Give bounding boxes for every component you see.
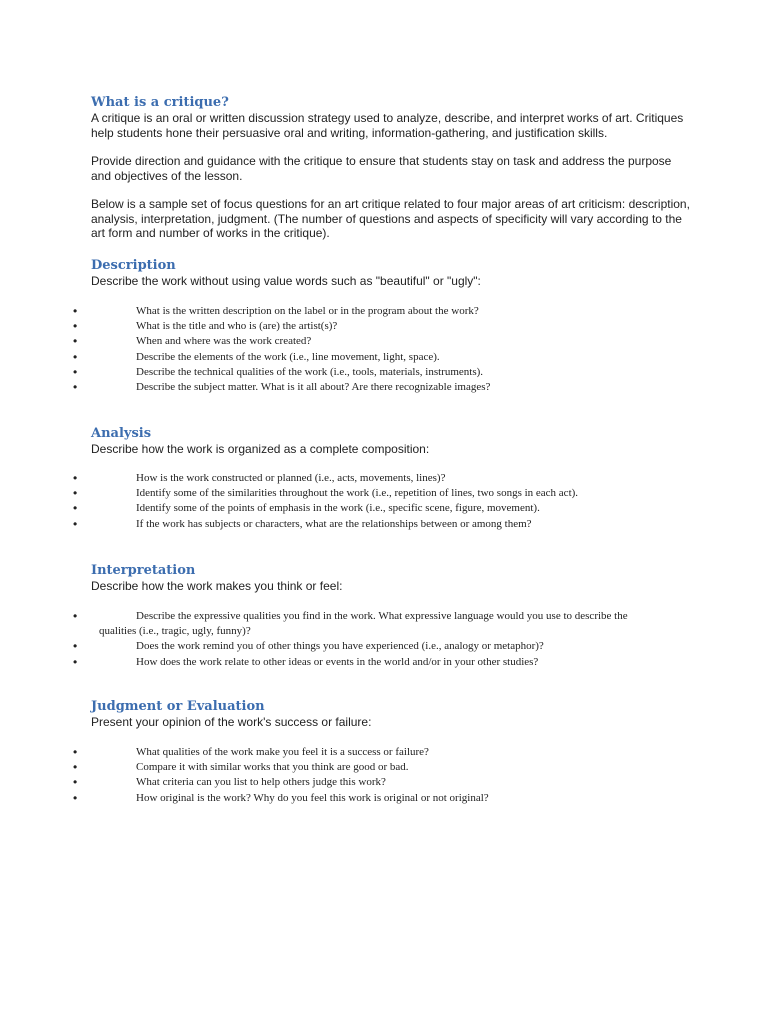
intro-title: What is a critique? xyxy=(91,95,229,110)
list-item: • What is the written description on the label or in the program about the work? xyxy=(73,304,479,318)
list-item: • How does the work relate to other ideas or events in the world and/or in your other studies? xyxy=(73,654,539,669)
description-section xyxy=(91,257,691,289)
list-item: • How original is the work? Why do you feel this work is original or not original? xyxy=(73,790,489,805)
list-item: • What is the title and who is (are) the artist(s)? xyxy=(73,319,338,334)
intro-block xyxy=(91,94,691,140)
judgment-section xyxy=(91,698,691,730)
bullet-icon: • xyxy=(73,639,78,654)
section-lead-description: Describe the work without using value words such as "beautiful" or "ugly": xyxy=(91,274,481,288)
bullet-icon: • xyxy=(73,486,78,501)
list-item: • Compare it with similar works that you think are good or bad. xyxy=(73,760,409,775)
bullet-icon: • xyxy=(73,775,78,790)
description-question-list xyxy=(0,304,690,395)
section-heading-description: Description xyxy=(91,258,176,273)
judgment-question-list xyxy=(0,745,690,806)
section-lead-judgment: Present your opinion of the work's success or failure: xyxy=(91,715,372,729)
list-item: • What qualities of the work make you feel it is a success or failure? xyxy=(73,745,429,759)
bullet-icon: • xyxy=(73,319,78,334)
intro-paragraph-1: A critique is an oral or written discussion strategy used to analyze, describe, and interpret works of art. Critiques help students hone their persuasive oral and writing, information-gathering, and justification skills. xyxy=(91,111,684,140)
list-item: • Identify some of the similarities throughout the work (i.e., repetition of lines, two songs in each act). xyxy=(73,486,579,501)
list-item: • When and where was the work created? xyxy=(73,334,312,349)
list-item: • Describe the elements of the work (i.e., line movement, light, space). xyxy=(73,349,440,364)
bullet-icon: • xyxy=(73,516,78,531)
bullet-icon: • xyxy=(73,609,78,623)
section-heading-analysis: Analysis xyxy=(91,426,152,441)
interpretation-section xyxy=(91,562,691,594)
analysis-section xyxy=(91,425,691,457)
intro-paragraph-2: Provide direction and guidance with the critique to ensure that students stay on task and address the purpose and objectives of the lesson. xyxy=(91,154,672,183)
list-item: • Does the work remind you of other things you have experienced (i.e., analogy or metaphor)? xyxy=(73,639,544,654)
analysis-question-list xyxy=(0,471,690,532)
section-lead-interpretation: Describe how the work makes you think or feel: xyxy=(91,579,343,593)
intro-paragraph-2-block xyxy=(91,154,691,183)
section-heading-judgment: Judgment or Evaluation xyxy=(91,699,265,714)
list-item: • What criteria can you list to help others judge this work? xyxy=(73,775,386,790)
list-item: • If the work has subjects or characters, what are the relationships between or among them? xyxy=(73,516,532,531)
bullet-icon: • xyxy=(73,334,78,349)
bullet-icon: • xyxy=(73,380,78,395)
interpretation-question-list xyxy=(0,609,690,670)
list-item: • Describe the expressive qualities you find in the work. What expressive language would you use to describe the qualities (i.e., tragic, ugly, funny)? xyxy=(0,609,690,639)
bullet-icon: • xyxy=(73,790,78,805)
list-item-continuation: qualities (i.e., tragic, ugly, funny)? xyxy=(99,625,251,638)
list-item: • Identify some of the points of emphasis in the work (i.e., specific scene, figure, movement). xyxy=(73,501,540,516)
bullet-icon: • xyxy=(73,760,78,775)
intro-paragraph-3-block xyxy=(91,197,691,241)
bullet-icon: • xyxy=(73,304,78,318)
list-item: • How is the work constructed or planned (i.e., acts, movements, lines)? xyxy=(73,471,446,485)
intro-paragraph-3: Below is a sample set of focus questions for an art critique related to four major areas of art criticism: description, analysis, interpretation, judgment. (The number of questions and aspects of specificity will vary according to the art form and number of works in the critique). xyxy=(91,197,690,241)
bullet-icon: • xyxy=(73,471,78,485)
bullet-icon: • xyxy=(73,654,78,669)
bullet-icon: • xyxy=(73,349,78,364)
section-heading-interpretation: Interpretation xyxy=(91,563,196,578)
list-item: • Describe the subject matter. What is it all about? Are there recognizable images? xyxy=(73,380,491,395)
bullet-icon: • xyxy=(73,364,78,379)
bullet-icon: • xyxy=(73,745,78,759)
section-lead-analysis: Describe how the work is organized as a complete composition: xyxy=(91,442,430,456)
list-item: • Describe the technical qualities of the work (i.e., tools, materials, instruments). xyxy=(73,364,484,379)
bullet-icon: • xyxy=(73,501,78,516)
